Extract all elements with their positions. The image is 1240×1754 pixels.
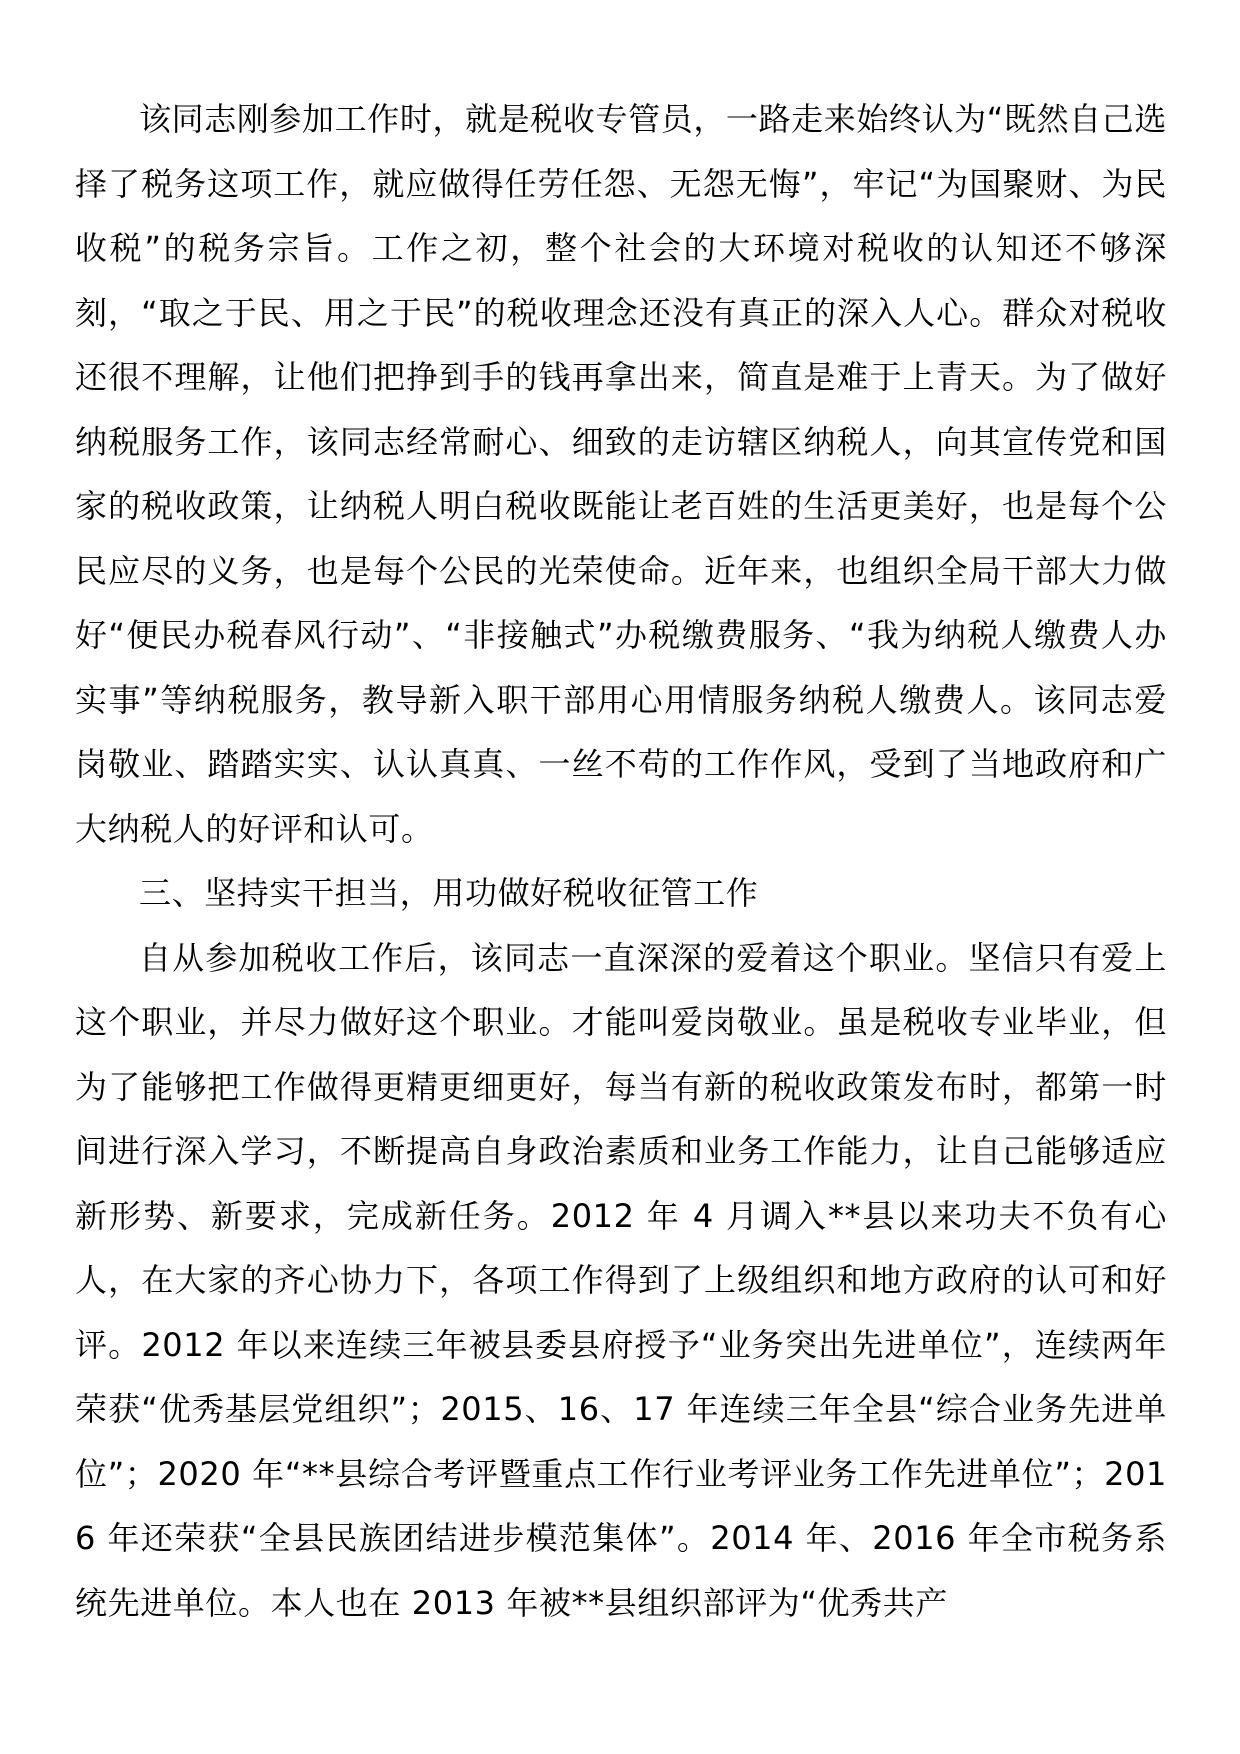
paragraph-tax-service: 该同志刚参加工作时，就是税收专管员，一路走来始终认为“既然自己选择了税务这项工作，就应做得任劳任怨、无怨无悔”，牢记“为国聚财、为民收税”的税务宗旨。工作之初，整个社会的大环境对税收的认知还不够深刻，“取之于民、用之于民”的税收理念还没有真正的深入人心。群众对税收还很不理解，让他们把挣到手的钱再拿出来，简直是难于上青天。为了做好纳税服务工作，该同志经常耐心、细致的走访辖区纳税人，向其宣传党和国家的税收政策，让纳税人明白税收既能让老百姓的生活更美好，也是每个公民应尽的义务，也是每个公民的光荣使命。近年来，也组织全局干部大力做好“便民办税春风行动”、“非接触式”办税缴费服务、“我为纳税人缴费人办实事”等纳税服务，教导新入职干部用心用情服务纳税人缴费人。该同志爱岗敬业、踏踏实实、认认真真、一丝不苟的工作作风，受到了当地政府和广大纳税人的好评和认可。 <box>75 100 1167 848</box>
document-body <box>75 87 1167 1635</box>
paragraph-tax-collection: 自从参加税收工作后，该同志一直深深的爱着这个职业。坚信只有爱上这个职业，并尽力做好这个职业。才能叫爱岗敬业。虽是税收专业毕业，但为了能够把工作做得更精更细更好，每当有新的税收政策发布时，都第一时间进行深入学习，不断提高自身政治素质和业务工作能力，让自己能够适应新形势、新要求，完成新任务。2012 年 4 月调入**县以来功夫不负有心人，在大家的齐心协力下，各项工作得到了上级组织和地方政府的认可和好评。2012 年以来连续三年被县委县府授予“业务突出先进单位”，连续两年荣获“优秀基层党组织”；2015、16、17 年连续三年全县“综合业务先进单位”；2020 年“**县综合考评暨重点工作行业考评业务工作先进单位”；2016 年还荣获“全县民族团结进步模范集体”。2014 年、2016 年全市税务系统先进单位。本人也在 2013 年被**县组织部评为“优秀共产 <box>75 938 1167 1622</box>
section-heading: 三、坚持实干担当，用功做好税收征管工作 <box>139 874 759 912</box>
